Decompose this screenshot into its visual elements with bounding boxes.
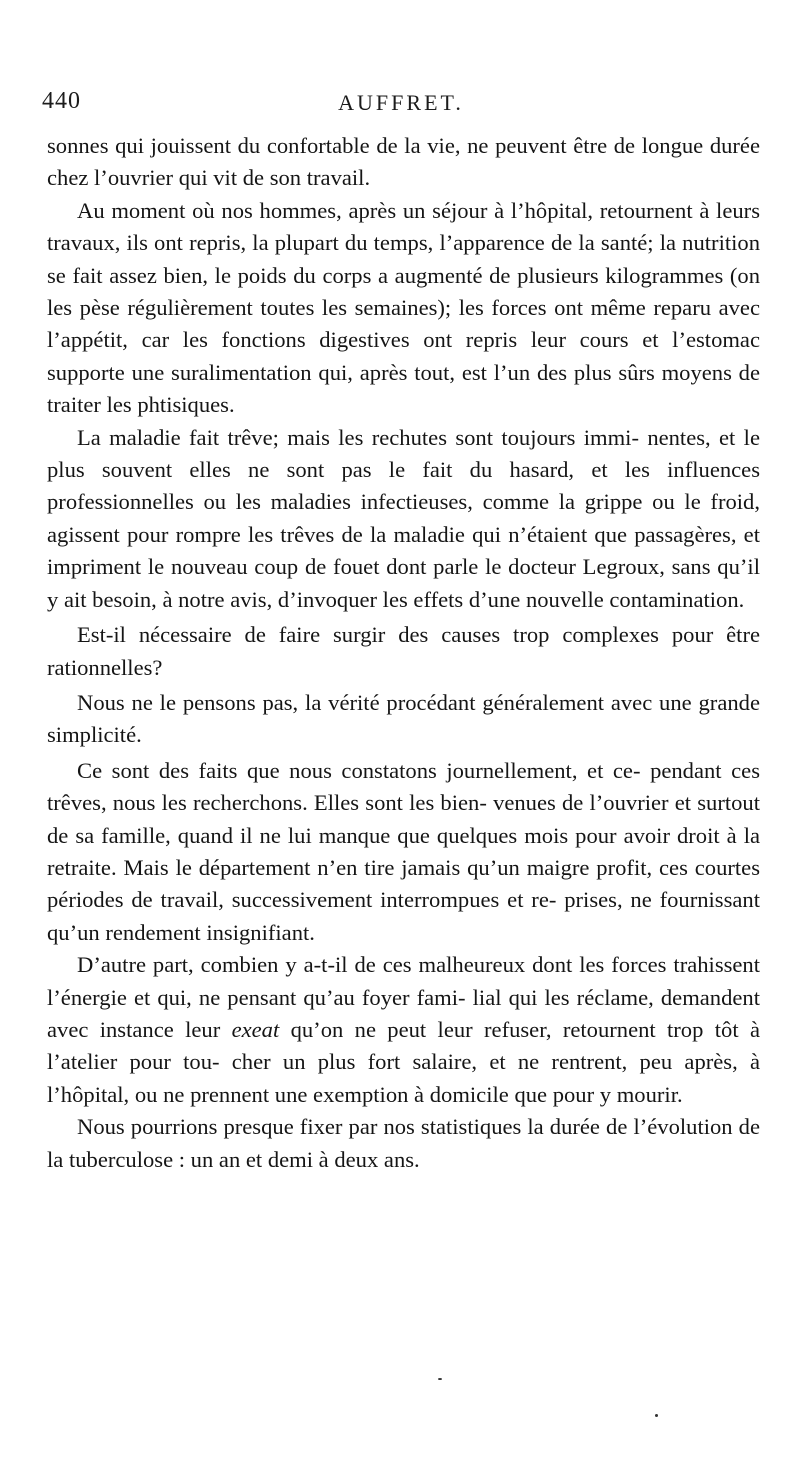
text-line: manque que quelques mois pour avoir droit à la retraite. Mais <box>47 822 760 880</box>
text-line: et l’estomac supporte une suralimentation qui, après tout, <box>47 327 760 385</box>
text-fragment: qu’on <box>279 1016 344 1042</box>
text-line: le département n’en tire jamais qu’un maigre profit, ces <box>175 854 688 880</box>
text-line: Nous pourrions presque fixer par nos statistiques la durée <box>77 1114 600 1140</box>
text-line: l’apparence de la santé; la nutrition se fait assez bien, le poids <box>47 230 760 288</box>
text-line: régulièrement toutes les semaines); les forces ont même reparu <box>127 295 712 321</box>
text-line: sonnes qui jouissent du confortable de la vie, ne peuvent être <box>47 133 608 158</box>
text-line: du corps a augmenté de plusieurs kilogrammes (on les pèse <box>47 262 761 321</box>
text-line: La maladie fait trêve; mais les rechutes sont toujours immi- <box>77 424 639 450</box>
text-line: prises, ne fournissant qu’un rendement insignifiant. <box>47 887 760 945</box>
text-line: D’autre part, combien y a-t-il de ces malheureux dont les <box>77 952 605 978</box>
text-line: lial qui les réclame, demandent avec instance leur <box>47 984 761 1042</box>
text-line: Ce sont des faits que nous constatons journellement, et ce- <box>77 757 641 783</box>
text-line: avec une grande simplicité. <box>47 689 760 748</box>
paragraph-8 <box>47 1111 760 1176</box>
scan-speck <box>655 1414 658 1417</box>
running-head: AUFFRET. <box>338 90 464 115</box>
text-line: forces trahissent l’énergie et qui, ne pensant qu’au foyer fami- <box>47 952 761 1010</box>
text-line: retournent à leurs travaux, ils ont repris, la plupart du temps, <box>47 197 760 256</box>
text-line: de la maladie qui n’étaient que passagères, et impriment le <box>47 521 760 580</box>
text-line: courtes périodes de travail, successivement interrompues et re- <box>47 854 760 913</box>
scan-speck <box>438 1378 442 1380</box>
text-line: avec l’appétit, car les fonctions digestives ont repris leur cours <box>47 295 760 353</box>
text-line: qu’il y ait besoin, à notre avis, d’invoquer les effets d’une <box>47 554 760 612</box>
text-line: nentes, et le plus souvent elles ne sont pas le fait du hasard, <box>47 424 760 483</box>
paragraph-5 <box>47 687 760 752</box>
paragraph-7 <box>47 949 760 1111</box>
text-line: et les influences professionnelles ou les maladies infectieuses, <box>47 457 761 515</box>
text-line: est l’un des plus sûrs moyens de traiter les phtisiques. <box>47 359 760 418</box>
text-line: Est-il nécessaire de faire surgir des causes trop complexes <box>77 622 659 648</box>
text-line: ne peut leur refuser, retournent trop tôt à l’atelier pour tou- <box>47 1016 760 1075</box>
page-number: 440 <box>42 88 81 114</box>
paragraph-6 <box>47 755 760 949</box>
text-line: nouvelle contamination. <box>525 586 745 612</box>
paragraph-3 <box>47 422 760 616</box>
italic-word: exeat <box>231 1016 280 1042</box>
text-line: ou ne prennent une exemption à domicile que pour y mourir. <box>134 1081 683 1107</box>
text-line: Nous ne le pensons pas, la vérité procédant généralement <box>77 689 605 715</box>
text-line: de longue durée chez l’ouvrier qui vit de son travail. <box>47 133 760 191</box>
paragraph-1 <box>47 130 760 195</box>
text-line: pour être rationnelles? <box>47 622 760 680</box>
page-header <box>42 88 760 118</box>
text-line: cher un plus fort salaire, et ne rentrent, peu après, à l’hôpital, <box>47 1049 760 1107</box>
paragraph-2 <box>47 195 760 422</box>
text-line: comme la grippe ou le froid, agissent pour rompre les trêves <box>47 489 760 547</box>
text-line: Au moment où nos hommes, après un séjour à l’hôpital, <box>77 197 594 223</box>
text-line: de l’évolution de la tuberculose : un an et demi à deux ans. <box>47 1114 760 1172</box>
paragraph-4 <box>47 619 760 684</box>
text-line: venues de l’ouvrier et surtout de sa famille, quand il ne lui <box>47 790 760 848</box>
body-text <box>47 130 760 1176</box>
text-line: nouveau coup de fouet dont parle le docteur Legroux, sans <box>170 554 711 580</box>
text-line: pendant ces trêves, nous les recherchons. Elles sont les bien- <box>47 757 760 816</box>
